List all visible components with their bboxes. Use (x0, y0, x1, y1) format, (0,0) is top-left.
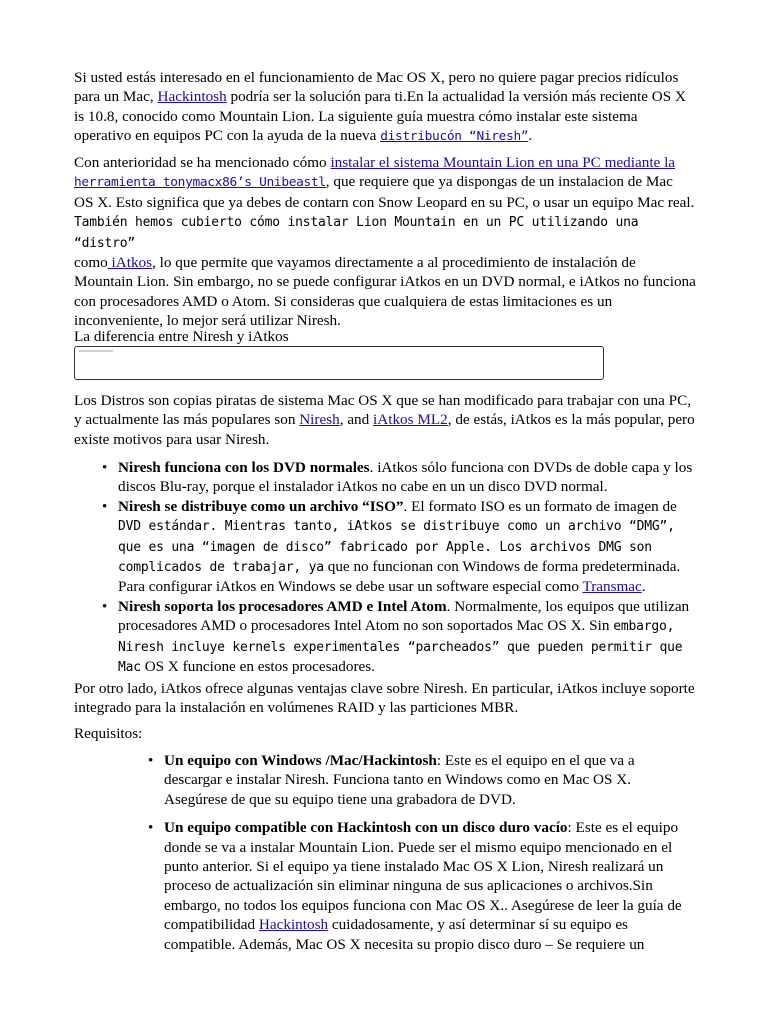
text: Si usted estás interesado en el funcionamiento de Mac OS X, pero no quiere pagar precios ridículos para un Mac, (74, 69, 679, 106)
text: . Normalmente, los equipos que utilizan procesadores AMD o procesadores Intel Atom no son soportados Mac OS X. Sin (118, 597, 690, 635)
bullet: • (102, 597, 108, 615)
text: . (528, 127, 533, 145)
text: También hemos cubierto cómo instalar Lion Mountain en un PC utilizando una “distro” (74, 215, 639, 251)
advantages-paragraph: Por otro lado, iAtkos ofrece algunas ventajas clave sobre Niresh. En particular, iAtkos incluye soporte integrado para la instalación en volúmenes RAID y las particiones MBR. (74, 680, 695, 717)
intro-paragraph (74, 68, 696, 147)
text: : Este es el equipo en el que va a descargar e instalar Niresh. Funciona tanto en Windows como en Mac OS X. Asegúrese de que su equipo tiene una grabadora de DVD. (164, 752, 635, 808)
text: Con anterioridad se ha mencionado cómo (74, 154, 331, 171)
text: . iAtkos sólo funciona con DVDs de doble capa y los discos Blu-ray, porque el instalador iAtkos no cabe en un un disco DVD normal. (118, 459, 693, 496)
frame-placeholder (79, 350, 113, 352)
iatkos-ml2-link[interactable]: iAtkos ML2 (373, 411, 448, 429)
embedded-frame (74, 346, 604, 380)
text: DVD estándar. Mientras tanto, iAtkos se distribuye como un archivo “DMG”, que es una “imagen de disco” fabricado por Apple. Los archivos DMG son complicados de trabajar, ya (118, 519, 675, 576)
text: . El formato ISO es un formato de imagen de (403, 497, 677, 515)
text: cuidadosamente, y así determinar sí su equipo es compatible. Además, Mac OS X necesita su propio disco duro – Se requiere un (164, 916, 645, 953)
bullet: • (102, 497, 108, 515)
section-heading: La diferencia entre Niresh y iAtkos (74, 328, 289, 345)
text: , and (339, 411, 374, 429)
item-heading: Niresh soporta los procesadores AMD e Intel Atom (118, 597, 447, 615)
transmac-link[interactable]: Transmac (582, 578, 642, 596)
text: como (74, 254, 108, 272)
text: podría ser la solución para ti.En la actualidad la versión más reciente OS X is 10.8, conocido como Mountain Lion. La siguiente guía muestra cómo instalar este sistema operativo en equipos PC con la ayuda de la nueva (74, 88, 686, 145)
list-item (74, 497, 696, 597)
text: , de estás, iAtkos es la más popular, pero existe motivos para usar Niresh. (74, 411, 695, 448)
text: . (641, 578, 646, 596)
text: OS X funcione en estos procesadores. (140, 658, 375, 676)
text: que no funcionan con Windows de forma predeterminada. Para configurar iAtkos en Windows se debe usar un software especial como (118, 558, 681, 596)
item-heading: Un equipo compatible con Hackintosh con un disco duro vacío (164, 819, 568, 837)
list-item (74, 751, 694, 809)
distros-paragraph (74, 391, 696, 449)
list-item (74, 458, 696, 497)
requirements-list (74, 751, 694, 954)
unibeast-link[interactable]: herramienta tonymacx86’s Unibeastl (74, 175, 326, 191)
text: , lo que permite que vayamos directamente a al procedimiento de instalación de Mountain Lion. Sin embargo, no se puede configurar iAtkos en un DVD normal, e iAtkos no funciona con procesadores AMD o Atom. Si consideras que cualquiera de estas limitaciones es un inconveniente, lo mejor será utilizar Niresh. (74, 254, 696, 330)
differences-list (74, 458, 696, 677)
list-item (74, 597, 696, 678)
hackintosh-link[interactable]: Hackintosh (157, 88, 227, 106)
bullet: • (102, 459, 108, 476)
text: Los Distros son copias piratas de sistema Mac OS X que se han modificado para trabajar con una PC, y actualmente las más populares son (74, 392, 692, 429)
bullet: • (148, 819, 154, 837)
bullet: • (148, 752, 154, 769)
hackintosh-compat-link[interactable]: Hackintosh (258, 916, 329, 934)
text: : Este es el equipo donde se va a instalar Mountain Lion. Puede ser el mismo equipo mencionado en el punto anterior. Si el equipo ya tiene instalado Mac OS X Lion, Niresh realizará un proceso de actualización sin eliminar ninguna de sus aplicaciones o archivos.Sin embargo, no todos los equipos funciona con Mac OS X.. Asegúrese de leer la guía de compatibilidad (164, 819, 682, 934)
requirements-heading: Requisitos: (74, 725, 143, 742)
text: , que requiere que ya dispongas de un instalacion de Mac OS X. Esto significa que ya debes de contarn con Snow Leopard en su PC, o usar un equipo Mac real. (74, 173, 695, 211)
text: embargo, Niresh incluye kernels experimentales “parcheados” que pueden permitir que Mac (118, 619, 683, 676)
item-heading: Niresh funciona con los DVD normales (118, 459, 370, 476)
niresh-distro-link[interactable]: distribucón “Niresh” (380, 129, 529, 145)
background-paragraph (74, 153, 696, 331)
item-heading: Un equipo con Windows /Mac/Hackintosh (164, 752, 437, 769)
iatkos-link[interactable]: iAtkos (107, 254, 153, 272)
mountain-lion-install-link[interactable]: instalar el sistema Mountain Lion en una PC mediante la (330, 154, 676, 171)
item-heading: Niresh se distribuye como un archivo “ISO” (118, 497, 404, 515)
niresh-link[interactable]: Niresh (299, 411, 340, 429)
list-item (74, 818, 694, 954)
